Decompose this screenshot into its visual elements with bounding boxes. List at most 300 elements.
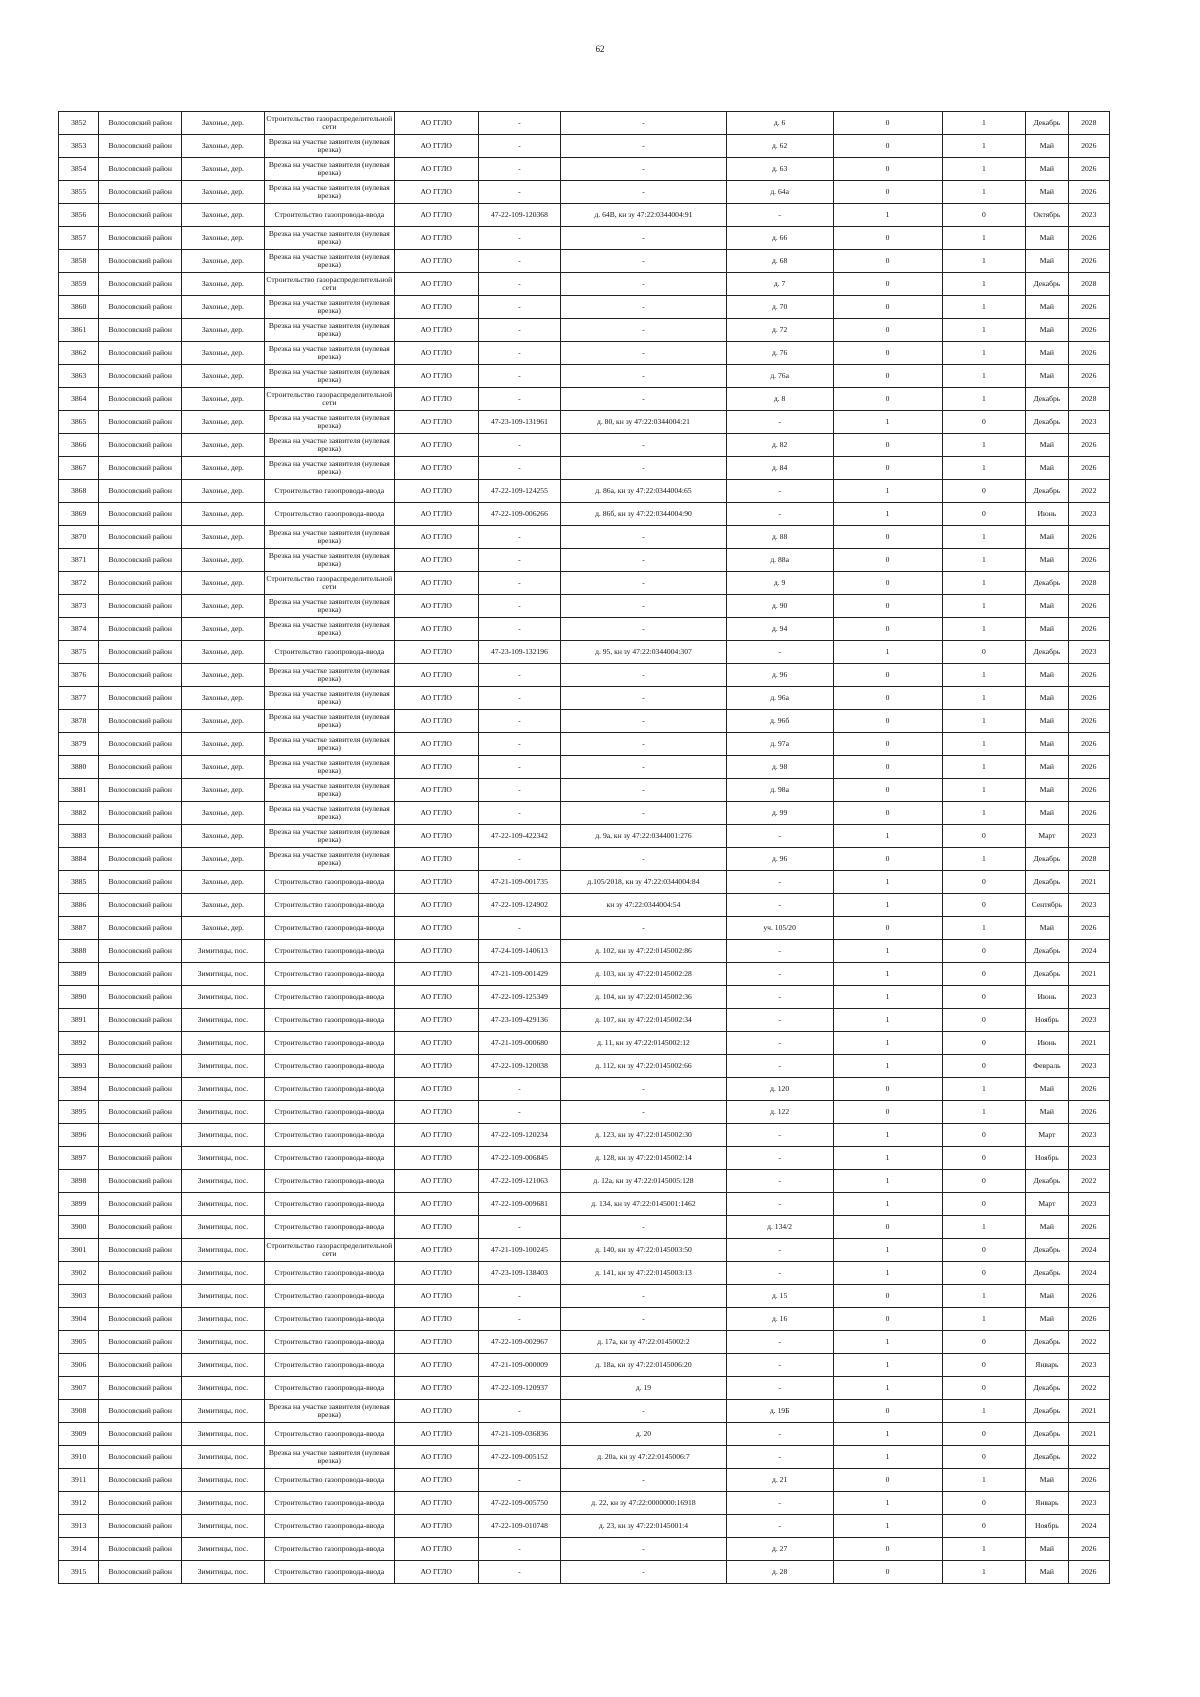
work-type-cell: Врезка на участке заявителя (нулевая врезка) <box>264 296 394 319</box>
month-cell: Май <box>1026 342 1068 365</box>
operator-cell: АО ГГЛО <box>394 687 478 710</box>
operator-cell: АО ГГЛО <box>394 1423 478 1446</box>
month-cell: Май <box>1026 135 1068 158</box>
address-cadastral-cell: - <box>561 342 726 365</box>
address-cadastral-cell: д.105/2018, кн зу 47:22:0344004:84 <box>561 871 726 894</box>
contract-number-cell: 47-23-109-131961 <box>478 411 561 434</box>
address-cell: д. 94 <box>726 618 833 641</box>
operator-cell: АО ГГЛО <box>394 572 478 595</box>
table-row <box>59 250 1110 273</box>
work-type-cell: Строительство газопровода-ввода <box>264 1170 394 1193</box>
address-cadastral-cell: - <box>561 664 726 687</box>
row-number-cell: 3883 <box>59 825 99 848</box>
locality-cell: Захонье, дер. <box>182 664 265 687</box>
year-cell: 2028 <box>1068 273 1109 296</box>
year-cell: 2026 <box>1068 1538 1109 1561</box>
table-row <box>59 917 1110 940</box>
flag-b-cell: 0 <box>942 1170 1026 1193</box>
locality-cell: Захонье, дер. <box>182 135 265 158</box>
table-row <box>59 756 1110 779</box>
district-cell: Волосовский район <box>99 250 182 273</box>
contract-number-cell: 47-22-109-002967 <box>478 1331 561 1354</box>
operator-cell: АО ГГЛО <box>394 756 478 779</box>
operator-cell: АО ГГЛО <box>394 940 478 963</box>
locality-cell: Зимитицы, пос. <box>182 940 265 963</box>
operator-cell: АО ГГЛО <box>394 618 478 641</box>
table-row <box>59 1239 1110 1262</box>
district-cell: Волосовский район <box>99 1423 182 1446</box>
work-type-cell: Врезка на участке заявителя (нулевая врезка) <box>264 250 394 273</box>
year-cell: 2023 <box>1068 1193 1109 1216</box>
flag-b-cell: 0 <box>942 825 1026 848</box>
year-cell: 2026 <box>1068 1285 1109 1308</box>
address-cell: - <box>726 871 833 894</box>
locality-cell: Захонье, дер. <box>182 411 265 434</box>
flag-b-cell: 1 <box>942 1538 1026 1561</box>
row-number-cell: 3855 <box>59 181 99 204</box>
table-row <box>59 112 1110 135</box>
address-cadastral-cell: д. 86а, кн зу 47:22:0344004:65 <box>561 480 726 503</box>
address-cadastral-cell: д. 9а, кн зу 47:22:0344001:276 <box>561 825 726 848</box>
district-cell: Волосовский район <box>99 1515 182 1538</box>
address-cadastral-cell: д. 17а, кн зу 47:22:0145002:2 <box>561 1331 726 1354</box>
address-cell: - <box>726 963 833 986</box>
table-row <box>59 1377 1110 1400</box>
address-cadastral-cell: - <box>561 158 726 181</box>
contract-number-cell: 47-21-109-001735 <box>478 871 561 894</box>
month-cell: Март <box>1026 1193 1068 1216</box>
operator-cell: АО ГГЛО <box>394 664 478 687</box>
address-cell: - <box>726 204 833 227</box>
locality-cell: Зимитицы, пос. <box>182 1193 265 1216</box>
table-row <box>59 1561 1110 1584</box>
locality-cell: Захонье, дер. <box>182 273 265 296</box>
row-number-cell: 3868 <box>59 480 99 503</box>
table-row <box>59 1009 1110 1032</box>
district-cell: Волосовский район <box>99 963 182 986</box>
year-cell: 2023 <box>1068 1009 1109 1032</box>
table-row <box>59 1055 1110 1078</box>
flag-b-cell: 1 <box>942 296 1026 319</box>
operator-cell: АО ГГЛО <box>394 1308 478 1331</box>
district-cell: Волосовский район <box>99 112 182 135</box>
address-cell: д. 72 <box>726 319 833 342</box>
row-number-cell: 3900 <box>59 1216 99 1239</box>
flag-b-cell: 1 <box>942 549 1026 572</box>
work-type-cell: Строительство газопровода-ввода <box>264 1561 394 1584</box>
operator-cell: АО ГГЛО <box>394 1538 478 1561</box>
year-cell: 2026 <box>1068 618 1109 641</box>
address-cadastral-cell: - <box>561 135 726 158</box>
address-cell: - <box>726 1009 833 1032</box>
locality-cell: Захонье, дер. <box>182 181 265 204</box>
locality-cell: Зимитицы, пос. <box>182 1492 265 1515</box>
district-cell: Волосовский район <box>99 434 182 457</box>
address-cell: - <box>726 1354 833 1377</box>
locality-cell: Зимитицы, пос. <box>182 963 265 986</box>
table-row <box>59 273 1110 296</box>
table-row <box>59 480 1110 503</box>
table-row <box>59 710 1110 733</box>
row-number-cell: 3899 <box>59 1193 99 1216</box>
flag-a-cell: 1 <box>833 1009 942 1032</box>
flag-a-cell: 0 <box>833 549 942 572</box>
flag-a-cell: 0 <box>833 158 942 181</box>
address-cadastral-cell: д. 140, кн зу 47:22:0145003:50 <box>561 1239 726 1262</box>
flag-a-cell: 1 <box>833 1239 942 1262</box>
table-row <box>59 1308 1110 1331</box>
locality-cell: Захонье, дер. <box>182 802 265 825</box>
locality-cell: Зимитицы, пос. <box>182 1515 265 1538</box>
address-cadastral-cell: - <box>561 710 726 733</box>
address-cell: д. 99 <box>726 802 833 825</box>
address-cell: д. 28 <box>726 1561 833 1584</box>
row-number-cell: 3908 <box>59 1400 99 1423</box>
locality-cell: Зимитицы, пос. <box>182 1147 265 1170</box>
work-type-cell: Строительство газопровода-ввода <box>264 1216 394 1239</box>
work-type-cell: Строительство газопровода-ввода <box>264 1193 394 1216</box>
flag-a-cell: 1 <box>833 1170 942 1193</box>
month-cell: Май <box>1026 365 1068 388</box>
address-cadastral-cell: - <box>561 802 726 825</box>
table-row <box>59 388 1110 411</box>
address-cell: - <box>726 1331 833 1354</box>
locality-cell: Захонье, дер. <box>182 457 265 480</box>
row-number-cell: 3879 <box>59 733 99 756</box>
row-number-cell: 3875 <box>59 641 99 664</box>
table-row <box>59 1032 1110 1055</box>
table-row <box>59 365 1110 388</box>
row-number-cell: 3881 <box>59 779 99 802</box>
work-type-cell: Строительство газопровода-ввода <box>264 1538 394 1561</box>
flag-b-cell: 0 <box>942 1124 1026 1147</box>
locality-cell: Захонье, дер. <box>182 549 265 572</box>
flag-a-cell: 1 <box>833 641 942 664</box>
flag-b-cell: 0 <box>942 963 1026 986</box>
contract-number-cell: - <box>478 1308 561 1331</box>
operator-cell: АО ГГЛО <box>394 986 478 1009</box>
row-number-cell: 3867 <box>59 457 99 480</box>
address-cell: д. 19Б <box>726 1400 833 1423</box>
month-cell: Октябрь <box>1026 204 1068 227</box>
year-cell: 2026 <box>1068 1101 1109 1124</box>
year-cell: 2026 <box>1068 1216 1109 1239</box>
month-cell: Май <box>1026 618 1068 641</box>
flag-b-cell: 1 <box>942 388 1026 411</box>
contract-number-cell: 47-23-109-429136 <box>478 1009 561 1032</box>
address-cadastral-cell: - <box>561 250 726 273</box>
year-cell: 2021 <box>1068 1400 1109 1423</box>
district-cell: Волосовский район <box>99 1446 182 1469</box>
month-cell: Май <box>1026 595 1068 618</box>
address-cadastral-cell: - <box>561 227 726 250</box>
contract-number-cell: 47-22-109-120234 <box>478 1124 561 1147</box>
contract-number-cell: 47-22-109-422342 <box>478 825 561 848</box>
table-row <box>59 1423 1110 1446</box>
row-number-cell: 3877 <box>59 687 99 710</box>
district-cell: Волосовский район <box>99 572 182 595</box>
month-cell: Декабрь <box>1026 871 1068 894</box>
flag-a-cell: 1 <box>833 894 942 917</box>
table-row <box>59 1331 1110 1354</box>
work-type-cell: Врезка на участке заявителя (нулевая врезка) <box>264 434 394 457</box>
flag-a-cell: 1 <box>833 503 942 526</box>
year-cell: 2023 <box>1068 411 1109 434</box>
table-row <box>59 687 1110 710</box>
locality-cell: Зимитицы, пос. <box>182 1331 265 1354</box>
work-type-cell: Строительство газопровода-ввода <box>264 1262 394 1285</box>
address-cell: - <box>726 1239 833 1262</box>
month-cell: Июнь <box>1026 986 1068 1009</box>
address-cell: д. 68 <box>726 250 833 273</box>
month-cell: Май <box>1026 779 1068 802</box>
month-cell: Июнь <box>1026 503 1068 526</box>
contract-number-cell: - <box>478 572 561 595</box>
operator-cell: АО ГГЛО <box>394 480 478 503</box>
year-cell: 2026 <box>1068 526 1109 549</box>
address-cell: д. 98 <box>726 756 833 779</box>
flag-a-cell: 0 <box>833 710 942 733</box>
table-row <box>59 1124 1110 1147</box>
locality-cell: Захонье, дер. <box>182 687 265 710</box>
month-cell: Май <box>1026 733 1068 756</box>
flag-a-cell: 0 <box>833 618 942 641</box>
locality-cell: Зимитицы, пос. <box>182 1285 265 1308</box>
flag-a-cell: 0 <box>833 112 942 135</box>
year-cell: 2028 <box>1068 572 1109 595</box>
district-cell: Волосовский район <box>99 1170 182 1193</box>
address-cadastral-cell: - <box>561 1538 726 1561</box>
address-cadastral-cell: - <box>561 572 726 595</box>
address-cadastral-cell: д. 112, кн зу 47:22:0145002:66 <box>561 1055 726 1078</box>
work-type-cell: Врезка на участке заявителя (нулевая врезка) <box>264 1446 394 1469</box>
operator-cell: АО ГГЛО <box>394 457 478 480</box>
month-cell: Ноябрь <box>1026 1009 1068 1032</box>
month-cell: Ноябрь <box>1026 1147 1068 1170</box>
month-cell: Декабрь <box>1026 963 1068 986</box>
operator-cell: АО ГГЛО <box>394 273 478 296</box>
month-cell: Январь <box>1026 1354 1068 1377</box>
address-cell: д. 88а <box>726 549 833 572</box>
address-cadastral-cell: - <box>561 733 726 756</box>
flag-a-cell: 1 <box>833 1055 942 1078</box>
year-cell: 2023 <box>1068 1124 1109 1147</box>
table-row <box>59 181 1110 204</box>
address-cadastral-cell: д. 19 <box>561 1377 726 1400</box>
table-row <box>59 1515 1110 1538</box>
flag-b-cell: 1 <box>942 595 1026 618</box>
work-type-cell: Строительство газопровода-ввода <box>264 1101 394 1124</box>
locality-cell: Зимитицы, пос. <box>182 1101 265 1124</box>
table-row <box>59 549 1110 572</box>
district-cell: Волосовский район <box>99 1400 182 1423</box>
row-number-cell: 3907 <box>59 1377 99 1400</box>
address-cadastral-cell: - <box>561 917 726 940</box>
flag-b-cell: 1 <box>942 227 1026 250</box>
contract-number-cell: - <box>478 710 561 733</box>
locality-cell: Зимитицы, пос. <box>182 1308 265 1331</box>
table-row <box>59 526 1110 549</box>
district-cell: Волосовский район <box>99 549 182 572</box>
locality-cell: Зимитицы, пос. <box>182 1009 265 1032</box>
table-body <box>59 112 1110 1584</box>
address-cadastral-cell: - <box>561 388 726 411</box>
row-number-cell: 3909 <box>59 1423 99 1446</box>
year-cell: 2026 <box>1068 1308 1109 1331</box>
flag-b-cell: 0 <box>942 1515 1026 1538</box>
operator-cell: АО ГГЛО <box>394 1032 478 1055</box>
month-cell: Май <box>1026 1561 1068 1584</box>
work-type-cell: Строительство газопровода-ввода <box>264 1285 394 1308</box>
year-cell: 2026 <box>1068 181 1109 204</box>
flag-b-cell: 1 <box>942 158 1026 181</box>
locality-cell: Захонье, дер. <box>182 526 265 549</box>
work-type-cell: Строительство газораспределительной сети <box>264 572 394 595</box>
work-type-cell: Строительство газораспределительной сети <box>264 1239 394 1262</box>
locality-cell: Захонье, дер. <box>182 779 265 802</box>
work-type-cell: Врезка на участке заявителя (нулевая врезка) <box>264 342 394 365</box>
row-number-cell: 3898 <box>59 1170 99 1193</box>
year-cell: 2026 <box>1068 687 1109 710</box>
flag-a-cell: 1 <box>833 1124 942 1147</box>
address-cadastral-cell: д. 86б, кн зу 47:22:0344004:90 <box>561 503 726 526</box>
table-row <box>59 1469 1110 1492</box>
contract-number-cell: 47-22-109-121063 <box>478 1170 561 1193</box>
work-type-cell: Строительство газопровода-ввода <box>264 1354 394 1377</box>
locality-cell: Захонье, дер. <box>182 319 265 342</box>
flag-b-cell: 1 <box>942 1285 1026 1308</box>
operator-cell: АО ГГЛО <box>394 1561 478 1584</box>
address-cell: д. 98а <box>726 779 833 802</box>
locality-cell: Захонье, дер. <box>182 871 265 894</box>
flag-b-cell: 0 <box>942 1239 1026 1262</box>
address-cell: - <box>726 1147 833 1170</box>
contract-number-cell: - <box>478 135 561 158</box>
address-cell: уч. 105/20 <box>726 917 833 940</box>
page-number: 62 <box>595 44 605 54</box>
row-number-cell: 3896 <box>59 1124 99 1147</box>
operator-cell: АО ГГЛО <box>394 963 478 986</box>
work-type-cell: Врезка на участке заявителя (нулевая врезка) <box>264 802 394 825</box>
year-cell: 2024 <box>1068 1515 1109 1538</box>
operator-cell: АО ГГЛО <box>394 917 478 940</box>
operator-cell: АО ГГЛО <box>394 1377 478 1400</box>
address-cell: д. 8 <box>726 388 833 411</box>
contract-number-cell: - <box>478 1285 561 1308</box>
flag-a-cell: 0 <box>833 181 942 204</box>
work-type-cell: Строительство газораспределительной сети <box>264 388 394 411</box>
table-row <box>59 871 1110 894</box>
operator-cell: АО ГГЛО <box>394 710 478 733</box>
contract-number-cell: - <box>478 917 561 940</box>
flag-b-cell: 1 <box>942 319 1026 342</box>
row-number-cell: 3873 <box>59 595 99 618</box>
row-number-cell: 3870 <box>59 526 99 549</box>
table-row <box>59 1446 1110 1469</box>
locality-cell: Захонье, дер. <box>182 296 265 319</box>
work-type-cell: Врезка на участке заявителя (нулевая врезка) <box>264 319 394 342</box>
address-cadastral-cell: - <box>561 1400 726 1423</box>
work-type-cell: Врезка на участке заявителя (нулевая врезка) <box>264 779 394 802</box>
table-row <box>59 963 1110 986</box>
row-number-cell: 3884 <box>59 848 99 871</box>
month-cell: Декабрь <box>1026 1262 1068 1285</box>
year-cell: 2026 <box>1068 135 1109 158</box>
flag-a-cell: 0 <box>833 250 942 273</box>
month-cell: Декабрь <box>1026 112 1068 135</box>
contract-number-cell: - <box>478 779 561 802</box>
flag-b-cell: 0 <box>942 1377 1026 1400</box>
year-cell: 2026 <box>1068 595 1109 618</box>
flag-b-cell: 0 <box>942 1262 1026 1285</box>
flag-b-cell: 1 <box>942 756 1026 779</box>
flag-a-cell: 0 <box>833 1561 942 1584</box>
table-row <box>59 733 1110 756</box>
address-cadastral-cell: д. 80, кн зу 47:22:0344004:21 <box>561 411 726 434</box>
flag-b-cell: 1 <box>942 342 1026 365</box>
locality-cell: Зимитицы, пос. <box>182 1262 265 1285</box>
table-row <box>59 664 1110 687</box>
month-cell: Февраль <box>1026 1055 1068 1078</box>
flag-b-cell: 1 <box>942 733 1026 756</box>
month-cell: Март <box>1026 1124 1068 1147</box>
operator-cell: АО ГГЛО <box>394 848 478 871</box>
table-row <box>59 894 1110 917</box>
address-cell: - <box>726 894 833 917</box>
row-number-cell: 3863 <box>59 365 99 388</box>
locality-cell: Захонье, дер. <box>182 894 265 917</box>
address-cadastral-cell: - <box>561 181 726 204</box>
address-cadastral-cell: - <box>561 526 726 549</box>
operator-cell: АО ГГЛО <box>394 1492 478 1515</box>
flag-a-cell: 0 <box>833 756 942 779</box>
month-cell: Май <box>1026 549 1068 572</box>
contract-number-cell: - <box>478 526 561 549</box>
flag-b-cell: 0 <box>942 1147 1026 1170</box>
district-cell: Волосовский район <box>99 986 182 1009</box>
flag-b-cell: 1 <box>942 687 1026 710</box>
district-cell: Волосовский район <box>99 388 182 411</box>
operator-cell: АО ГГЛО <box>394 733 478 756</box>
operator-cell: АО ГГЛО <box>394 1009 478 1032</box>
district-cell: Волосовский район <box>99 871 182 894</box>
address-cell: - <box>726 1515 833 1538</box>
district-cell: Волосовский район <box>99 940 182 963</box>
month-cell: Декабрь <box>1026 480 1068 503</box>
address-cell: д. 134/2 <box>726 1216 833 1239</box>
address-cadastral-cell: д. 64В, кн зу 47:22:0344004:91 <box>561 204 726 227</box>
work-type-cell: Врезка на участке заявителя (нулевая врезка) <box>264 595 394 618</box>
contract-number-cell: - <box>478 1078 561 1101</box>
table-row <box>59 986 1110 1009</box>
row-number-cell: 3888 <box>59 940 99 963</box>
contract-number-cell: - <box>478 1101 561 1124</box>
address-cadastral-cell: д. 128, кн зу 47:22:0145002:14 <box>561 1147 726 1170</box>
address-cadastral-cell: - <box>561 848 726 871</box>
month-cell: Декабрь <box>1026 641 1068 664</box>
month-cell: Декабрь <box>1026 1446 1068 1469</box>
month-cell: Сентябрь <box>1026 894 1068 917</box>
work-type-cell: Строительство газопровода-ввода <box>264 1423 394 1446</box>
year-cell: 2026 <box>1068 779 1109 802</box>
flag-b-cell: 0 <box>942 894 1026 917</box>
flag-a-cell: 0 <box>833 135 942 158</box>
table-row <box>59 1170 1110 1193</box>
contract-number-cell: - <box>478 434 561 457</box>
contract-number-cell: - <box>478 687 561 710</box>
month-cell: Март <box>1026 825 1068 848</box>
address-cell: д. 62 <box>726 135 833 158</box>
